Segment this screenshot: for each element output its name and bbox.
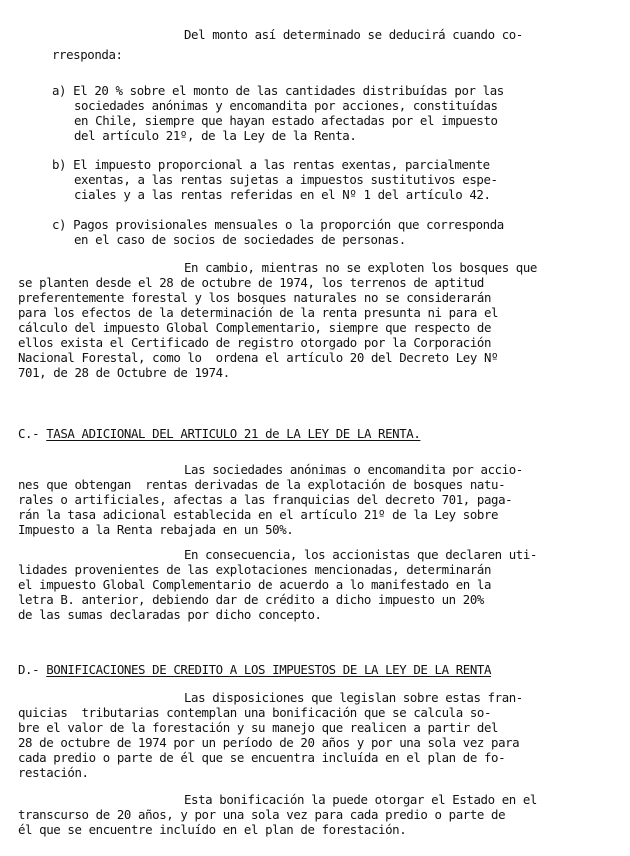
section-d-p1-line-3: bre el valor de la forestación y su manejo que realicen a partir del [18,720,499,735]
item-c-line-2: en el caso de socios de sociedades de personas. [74,232,406,247]
bosques-line-6: ellos exista el Certificado de registro otorgado por la Corporación [18,335,492,350]
section-d-title: BONIFICACIONES DE CREDITO A LOS IMPUESTOS DE LA LEY DE LA RENTA [46,662,492,677]
section-d-p1-line-5: cada predio o parte de él que se encuentra incluída en el plan de fo- [18,750,506,765]
section-d-p2-line-1: Esta bonificación la puede otorgar el Estado en el [184,792,537,807]
section-c-p2-line-2: lidades provenientes de las explotaciones mencionadas, determinarán [18,562,492,577]
section-c-p1-line-4: rán la tasa adicional establecida en el artículo 21º de la Ley sobre [18,507,499,522]
item-a-line-4: del artículo 21º, de la Ley de la Renta. [74,128,357,143]
section-c-p2-line-5: de las sumas declaradas por dicho concepto. [18,607,322,622]
item-b-line-2: exentas, a las rentas sujetas a impuestos sustitutivos espe- [74,172,498,187]
section-c-title: TASA ADICIONAL DEL ARTICULO 21 de LA LEY DE LA RENTA. [46,426,421,441]
section-c-p1-line-1: Las sociedades anónimas o encomandita por accio- [184,462,523,477]
item-b-line-1: b) El impuesto proporcional a las rentas exentas, parcialmente [52,157,490,172]
section-c-label: C.- [18,426,47,441]
section-c-p1-line-3: rales o artificiales, afectas a las franquicias del decreto 701, paga- [18,492,513,507]
bosques-line-8: 701, de 28 de Octubre de 1974. [18,365,230,380]
section-c-p2-line-4: letra B. anterior, debiendo dar de crédito a dicho impuesto un 20% [18,592,484,607]
bosques-line-4: para los efectos de la determinación de la renta presunta ni para el [18,305,499,320]
section-c-p1-line-5: Impuesto a la Renta rebajada en un 50%. [18,522,294,537]
item-c-line-1: c) Pagos provisionales mensuales o la proporción que corresponda [52,217,504,232]
section-d-p1-line-4: 28 de octubre de 1974 por un período de 20 años y por una sola vez para [18,735,520,750]
section-c-p2-line-3: el impuesto Global Complementario de acuerdo a lo manifestado en la [18,577,492,592]
section-d-heading [18,662,491,677]
intro-line-2: rresponda: [52,47,123,62]
bosques-line-5: cálculo del impuesto Global Complementario, siempre que respecto de [18,320,492,335]
item-b-line-3: ciales y a las rentas referidas en el Nº 1 del artículo 42. [74,187,491,202]
section-d-p1-line-1: Las disposiciones que legislan sobre estas fran- [184,690,523,705]
section-d-p2-line-3: él que se encuentre incluído en el plan de forestación. [18,822,407,837]
section-c-p2-line-1: En consecuencia, los accionistas que declaren uti- [184,547,537,562]
item-a-line-1: a) El 20 % sobre el monto de las cantidades distribuídas por las [52,83,504,98]
section-d-p1-line-2: quicias tributarias contemplan una bonificación que se calcula so- [18,705,492,720]
section-c-p1-line-2: nes que obtengan rentas derivadas de la explotación de bosques natu- [18,477,506,492]
item-a-line-2: sociedades anónimas y encomandita por acciones, constituídas [74,98,498,113]
bosques-line-2: se planten desde el 28 de octubre de 1974, los terrenos de aptitud [18,275,484,290]
intro-line-1: Del monto así determinado se deducirá cuando co- [184,27,523,42]
section-d-p1-line-6: restación. [18,765,89,780]
item-a-line-3: en Chile, siempre que hayan estado afectadas por el impuesto [74,113,498,128]
bosques-line-3: preferentemente forestal y los bosques naturales no se considerarán [18,290,492,305]
section-d-p2-line-2: transcurso de 20 años, y por una sola vez para cada predio o parte de [18,807,506,822]
section-d-label: D.- [18,662,47,677]
bosques-line-7: Nacional Forestal, como lo ordena el artículo 20 del Decreto Ley Nº [18,350,499,365]
bosques-line-1: En cambio, mientras no se exploten los bosques que [184,260,537,275]
section-c-heading [18,426,420,441]
